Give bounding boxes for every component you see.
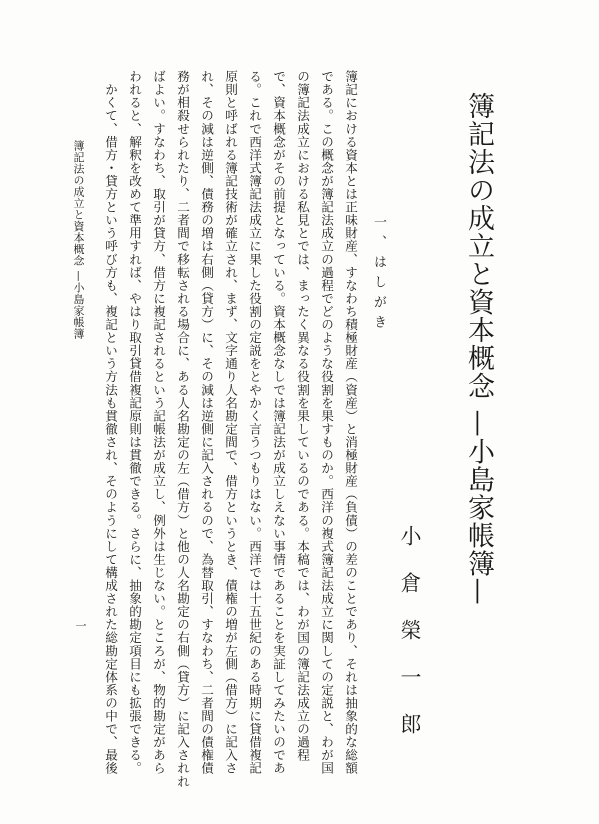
body-line: かくて、借方・貸方という呼び方も、複記という方法も貫徹され、そのようにして構成された総勘定体系の中で、最後 (103, 70, 118, 775)
running-footer: 簿記法の成立と資本概念 —小島家帳簿 (72, 140, 85, 340)
page-number: 一 (74, 620, 87, 631)
body-line: で、資本概念がその前提となっている。資本概念なしでは簿記法が成立しえない事情であることを実証してみたいのであ (271, 70, 286, 775)
section-heading: 一、はしがき (371, 215, 386, 335)
body-line: の簿記法成立における私見とでは、まったく異なる役割を果しているのである。本稿では、わが国の簿記法成立の過程 (295, 70, 310, 762)
body-line: われると、解釈を改めて準用すれば、やはり取引貸借複記原則は貫徹できる。さらに、抽象的勘定項目にも拡張できる。 (127, 70, 142, 775)
body-line: である。この概念が簿記法成立の過程でどのような役割を果すものか。西洋の複式簿記法成立に関しての定説と、わが国 (319, 70, 334, 775)
author-name: 小倉榮一郎 (398, 525, 422, 760)
body-line: れ、その減は逆側、債務の増は右側（貸方）に、その減は逆側に記入されるので、為替取引、すなわち、二者間の債権債 (199, 70, 214, 775)
body-line: 務が相殺せられたり、二者間で移転される場合に、ある人名勘定の左（借方）と他の人名勘定の右側（貸方）に記入されれ (175, 70, 190, 788)
paper-title: 簿記法の成立と資本概念 —小島家帳簿— (463, 92, 494, 606)
body-line: る。これで西洋式簿記法成立に果した役割の定説をとやかく言うつもりはない。西洋では十五世紀のある時期に貸借複記 (247, 70, 262, 775)
body-line: 原則と呼ばれる簿記技術が確立され、まず、文字通り人名勘定間で、借方というとき、債権の増が左側（借方）に記入さ (223, 70, 238, 775)
body-line: ばよい。すなわち、取引が貸方、借方に複記されるという記帳法が成立し、例外は生じない。ところが、物的勘定があら (151, 70, 166, 775)
body-line: 簿記における資本とは正味財産、すなわち積極財産（資産）と消極財産（負債）の差のことであり、それは抽象的な総額 (343, 70, 358, 775)
